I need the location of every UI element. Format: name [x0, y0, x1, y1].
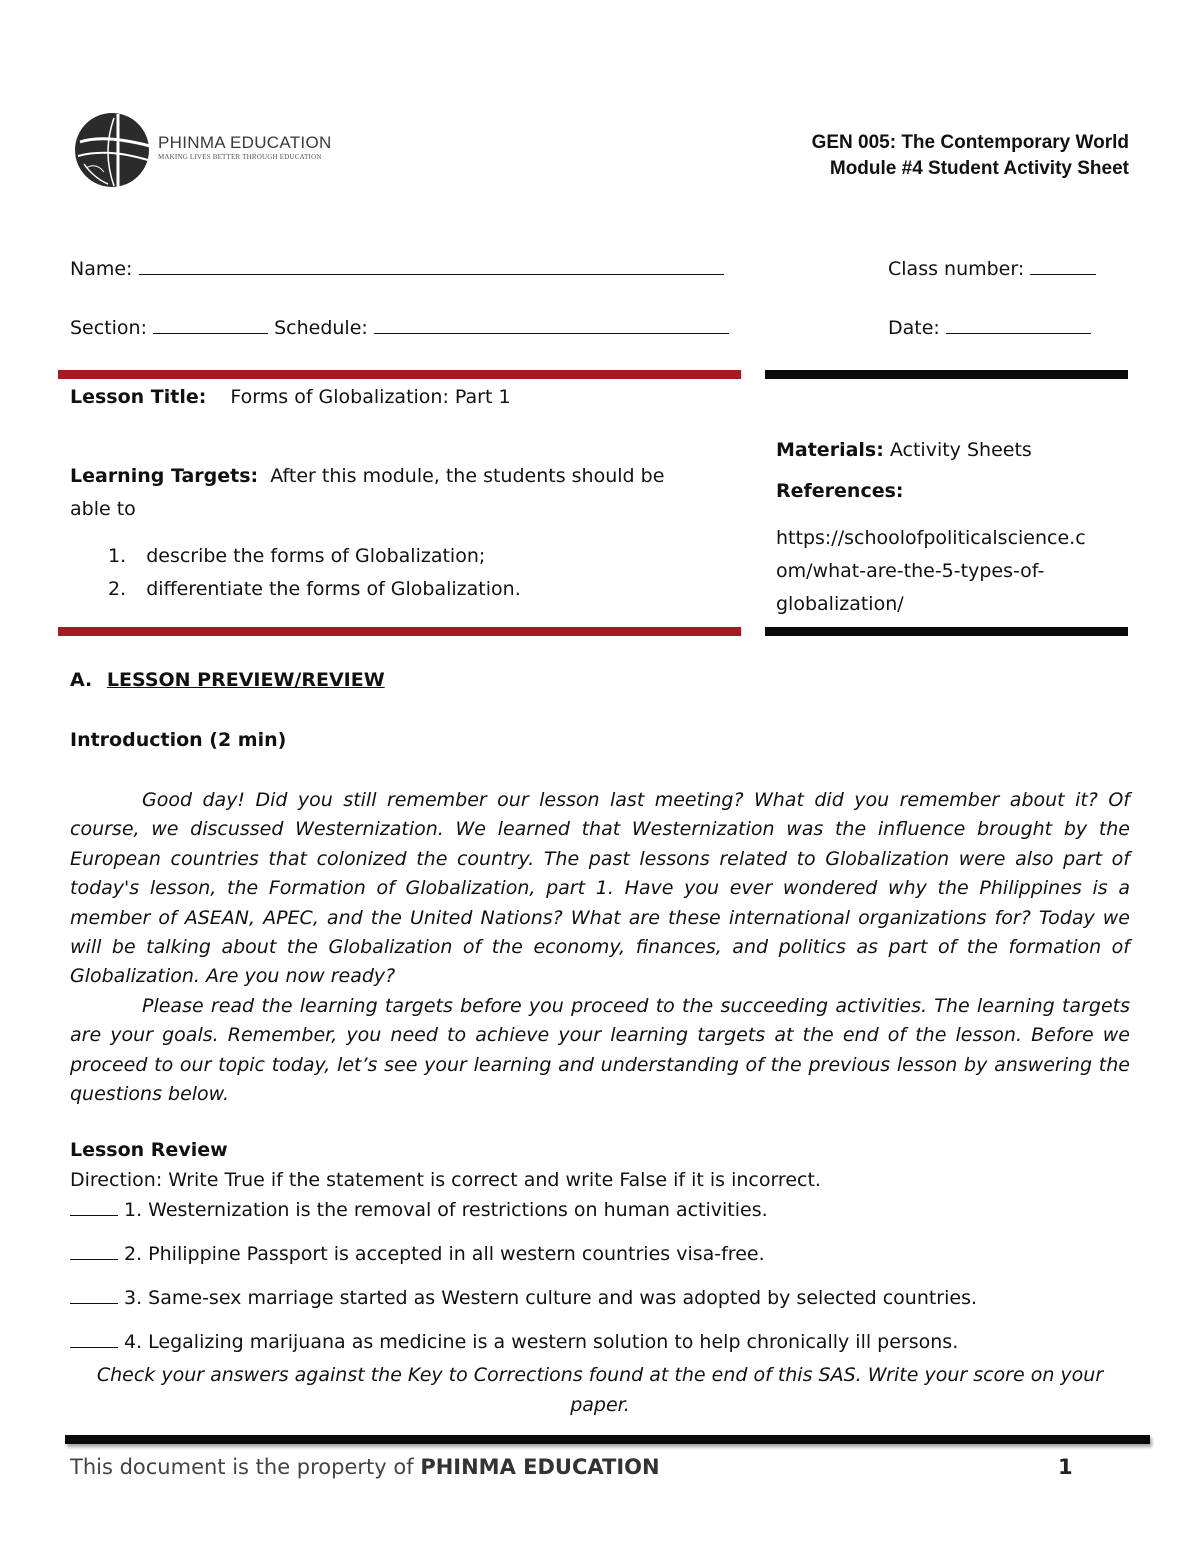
phinma-globe-icon: [74, 112, 154, 192]
page-number: 1: [1058, 1455, 1073, 1479]
introduction-heading: Introduction (2 min): [70, 729, 287, 751]
name-blank[interactable]: [139, 256, 724, 275]
target-num: 1.: [108, 545, 127, 567]
target-text: differentiate the forms of Globalization.: [146, 578, 521, 600]
section-a-heading: [70, 669, 385, 691]
answer-blank[interactable]: [70, 1303, 118, 1304]
target-num: 2.: [108, 578, 127, 600]
reference-line: om/what-are-the-5-types-of-: [776, 560, 1045, 582]
class-number-field: [888, 256, 1096, 280]
section-label: Section:: [70, 317, 147, 339]
review-item: [70, 1199, 768, 1221]
top-red-bar: [58, 370, 741, 379]
review-item: [70, 1243, 765, 1265]
review-direction: Direction: Write True if the statement is correct and write False if it is incorrect.: [70, 1169, 821, 1191]
answer-blank[interactable]: [70, 1259, 118, 1260]
footer-text: This document is the property of: [70, 1455, 414, 1479]
answer-blank[interactable]: [70, 1347, 118, 1348]
name-label: Name:: [70, 258, 133, 280]
logo-name: PHINMA EDUCATION: [158, 133, 332, 152]
name-field: [70, 256, 724, 280]
review-statement: 4. Legalizing marijuana as medicine is a western solution to help chronically ill persons.: [124, 1331, 959, 1353]
course-line: GEN 005: The Contemporary World: [811, 132, 1129, 153]
target-item: [108, 578, 521, 600]
date-field: [888, 315, 1091, 339]
introduction-body: [70, 786, 1130, 1109]
bottom-red-bar: [58, 627, 741, 636]
schedule-label: Schedule:: [274, 317, 368, 339]
review-item: [70, 1331, 958, 1353]
course-heading: [812, 130, 1129, 182]
class-number-label: Class number:: [888, 258, 1025, 280]
review-statement: 2. Philippine Passport is accepted in all western countries visa-free.: [124, 1243, 765, 1265]
lesson-review-heading: Lesson Review: [70, 1139, 228, 1161]
footer-org: PHINMA EDUCATION: [420, 1455, 660, 1479]
answer-check-note: [70, 1360, 1130, 1420]
module-line: Module #4 Student Activity Sheet: [829, 158, 1129, 179]
learning-targets-intro2: able to: [70, 498, 136, 520]
target-item: [108, 545, 485, 567]
section-blank[interactable]: [153, 315, 268, 334]
section-title: LESSON PREVIEW/REVIEW: [106, 669, 385, 691]
answer-blank[interactable]: [70, 1215, 118, 1216]
target-text: describe the forms of Globalization;: [146, 545, 486, 567]
schedule-blank[interactable]: [374, 315, 729, 334]
learning-targets-label: Learning Targets:: [70, 465, 259, 487]
footer-property: [70, 1455, 660, 1479]
section-schedule-field: [70, 315, 729, 339]
reference-line: https://schoolofpoliticalscience.c: [776, 527, 1086, 549]
top-black-bar: [765, 370, 1128, 379]
materials-label: Materials:: [776, 439, 884, 461]
footer-rule: [65, 1435, 1150, 1444]
references-label: References:: [776, 480, 904, 502]
bottom-black-bar: [765, 627, 1128, 636]
class-number-blank[interactable]: [1030, 256, 1096, 275]
introduction-paragraph: Good day! Did you still remember our lesson last meeting? What did you remember about it? Of course, we discussed Westernization. We learned that Westernization was the influence brought by the European countries that colonized the country. The past lessons related to Globalization were also part of today's lesson, the Formation of Globalization, part 1. Have you ever wondered why the Philippines is a member of ASEAN, APEC, and the United Nations? What are these international organizations for? Today we will be talking about the Globalization of the economy, finances, and politics as part of the formation of Globalization. Are you now ready?: [70, 789, 1130, 988]
learning-targets-row: [70, 465, 664, 487]
review-statement: 1. Westernization is the removal of restrictions on human activities.: [124, 1199, 768, 1221]
instruction-paragraph: Please read the learning targets before you proceed to the succeeding activities. The learning targets are your goals. Remember, you need to achieve your learning targets at the end of the lesson. Before we proceed to our topic today, let’s see your learning and understanding of the previous lesson by answering the questions below.: [70, 994, 1130, 1106]
learning-targets-intro: After this module, the students should be: [270, 465, 665, 487]
reference-link[interactable]: [776, 522, 1086, 621]
materials-row: [776, 439, 1032, 461]
review-statement: 3. Same-sex marriage started as Western culture and was adopted by selected countries.: [124, 1287, 978, 1309]
date-blank[interactable]: [946, 315, 1091, 334]
date-label: Date:: [888, 317, 940, 339]
review-item: [70, 1287, 977, 1309]
check-line: Check your answers against the Key to Corrections found at the end of this SAS. Write your score on your: [96, 1364, 1104, 1386]
check-line: paper.: [570, 1394, 630, 1416]
logo-tagline: MAKING LIVES BETTER THROUGH EDUCATION: [158, 153, 322, 161]
lesson-title-row: [70, 386, 511, 408]
lesson-title-value: Forms of Globalization: Part 1: [230, 386, 511, 408]
section-letter: A.: [70, 669, 93, 691]
materials-value: Activity Sheets: [889, 439, 1032, 461]
lesson-title-label: Lesson Title:: [70, 386, 207, 408]
reference-line: globalization/: [776, 593, 904, 615]
